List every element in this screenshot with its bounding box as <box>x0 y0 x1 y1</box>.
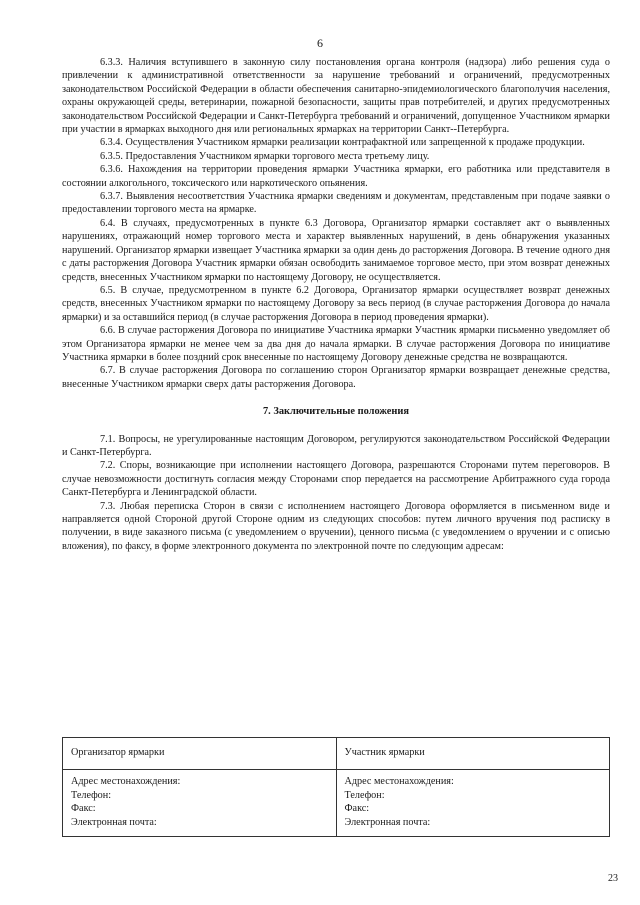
contacts-table-details-row <box>63 770 610 837</box>
document-body <box>62 56 610 553</box>
clause-7-3: 7.3. Любая переписка Сторон в связи с исполнением настоящего Договора оформляется в письменном виде и направляется одной Стороной другой Стороне одним из следующих способов: путем личного вручения под расписку в получении, в виде заказного письма (с уведомлением о вручении), ценного письма (с уведомлением о вручении и с описью вложения), по факсу, в форме электронного документа по электронной почте по следующим адресам: <box>62 500 610 552</box>
clause-6-3-4: 6.3.4. Осуществления Участником ярмарки реализации контрафактной или запрещенной к продаже продукции. <box>100 137 585 149</box>
page-number-bottom: 23 <box>608 873 618 884</box>
contacts-table <box>62 737 610 837</box>
organizer-header: Организатор ярмарки <box>63 738 337 770</box>
contacts-table-header-row <box>63 738 610 770</box>
clause-6-7: 6.7. В случае расторжения Договора по соглашению сторон Организатор ярмарки возвращает денежные средства, внесенные Участником ярмарки сверх даты расторжения Договора. <box>62 365 610 390</box>
clause-6-4: 6.4. В случаях, предусмотренных в пункте 6.3 Договора, Организатор ярмарки составляет акт о выявленных нарушениях, отражающий номер торгового места и характер выявленных нарушений, в день обнаружения указанных нарушений. Организатор ярмарки извещает Участника ярмарки за один день до расторжения Договора. В течение одного дня с даты расторжения Договора Участник ярмарки обязан освободить занимаемое торговое место, при этом возврат денежных средств, внесенных Участником ярмарки по настоящему Договору, не осуществляется. <box>62 217 610 283</box>
clause-6-6: 6.6. В случае расторжения Договора по инициативе Участника ярмарки Участник ярмарки письменно уведомляет об этом Организатора ярмарки не менее чем за два дня до начала ярмарки. В случае расторжения Договора по инициативе Участника ярмарки в более поздний срок внесенные по настоящему Договору денежные средства не возвращаются. <box>62 325 610 363</box>
organizer-address-label: Адрес местонахождения: <box>71 776 181 787</box>
organizer-details <box>63 770 337 837</box>
clause-6-5: 6.5. В случае, предусмотренном в пункте 6.2 Договора, Организатор ярмарки осуществляет возврат денежных средств, внесенных Участником ярмарки по настоящему Договору за весь период (в случае расторжения Договора до начала ярмарки) и за оставшийся период (в случае расторжения Договора в период проведения ярмарки). <box>62 284 610 323</box>
participant-fax-label: Факс: <box>344 803 370 815</box>
clause-6-3-5: 6.3.5. Предоставления Участником ярмарки торгового места третьему лицу. <box>100 150 430 162</box>
clause-7-2: 7.2. Споры, возникающие при исполнении настоящего Договора, разрешаются Сторонами путем переговоров. В случае невозможности достигнуть согласия между Сторонами спор передается на рассмотрение Арбитражного суда города Санкт-Петербурга и Ленинградской области. <box>62 460 610 499</box>
page-number-top: 6 <box>317 36 323 50</box>
organizer-fax-label: Факс: <box>71 803 96 815</box>
clause-6-3-6: 6.3.6. Нахождения на территории проведения ярмарки Участника ярмарки, его работника или представителя в состоянии алкогольного, токсического или наркотического опьянения. <box>62 164 610 189</box>
participant-header: Участник ярмарки <box>336 738 610 770</box>
organizer-email-label: Электронная почта: <box>71 816 157 828</box>
organizer-phone-label: Телефон: <box>71 789 112 801</box>
participant-phone-label: Телефон: <box>344 789 385 801</box>
clause-7-1: 7.1. Вопросы, не урегулированные настоящим Договором, регулируются законодательством Российской Федерации и Санкт-Петербурга. <box>62 433 610 458</box>
clause-6-3-3: 6.3.3. Наличия вступившего в законную силу постановления органа контроля (надзора) либо решения суда о привлечении к административной ответственности за нарушение требований и ограничений, предусмотренных законодательством Российской Федерации в области обеспечения санитарно-эпидемиологического благополучия населения, охраны окружающей среды, ветеринарии, пожарной безопасности, защиты прав потребителей, и других предусмотренных законодательством Российской Федерации и Санкт-Петербурга требований и ограничений, допущенное Участником ярмарки при участии в ярмарках выходного дня или региональных ярмарках на территории Санкт--Петербурга. <box>62 57 610 136</box>
clause-6-3-7: 6.3.7. Выявления несоответствия Участника ярмарки сведениям и документам, представленым при подаче заявки о предоставлении торгового места на ярмарке. <box>62 191 610 216</box>
section-7-title: 7. Заключительные положения <box>262 406 410 418</box>
participant-address-label: Адрес местонахождения: <box>344 776 454 787</box>
participant-details <box>336 770 610 837</box>
participant-email-label: Электронная почта: <box>344 816 431 828</box>
